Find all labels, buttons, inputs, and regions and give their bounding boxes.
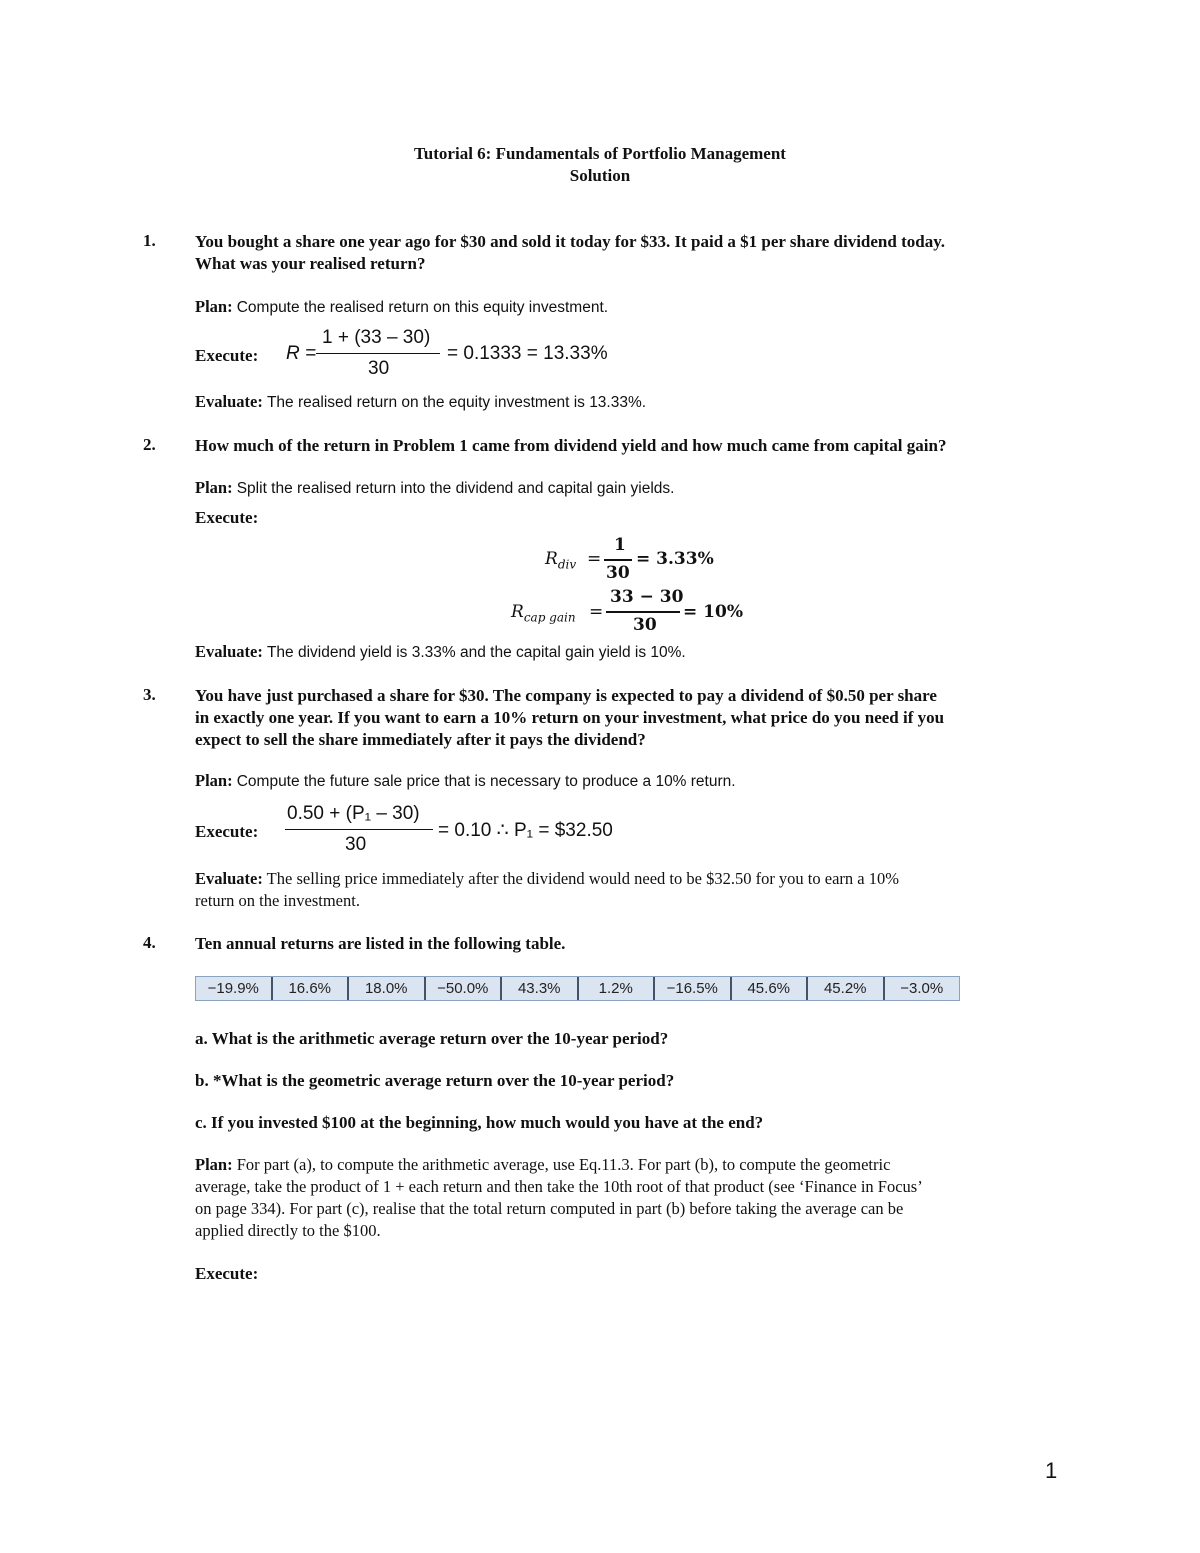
q2-eq1-result: = 3.33% <box>636 549 714 569</box>
q2-evaluate-text: The dividend yield is 3.33% and the capital gain yield is 10%. <box>266 644 686 661</box>
q2-eq2-lhs <box>511 602 576 624</box>
q1-number: 1. <box>143 231 156 250</box>
q1-question-line1: You bought a share one year ago for $30 and sold it today for $33. It paid a $1 per share dividend today. <box>195 232 946 251</box>
q1-plan-text: Compute the realised return on this equity investment. <box>236 299 609 316</box>
q2-plan-text: Split the realised return into the dividend and capital gain yields. <box>236 480 675 497</box>
q4-plan <box>195 1154 1060 1242</box>
q1-execute-label: Execute: <box>195 346 259 365</box>
q2-eq1-denominator: 30 <box>606 563 630 583</box>
q4-execute-label: Execute: <box>195 1264 259 1283</box>
q1-evaluate-label: Evaluate: <box>195 392 263 411</box>
q2-eq2-sub: cap gain <box>523 610 576 625</box>
returns-table <box>195 976 960 1001</box>
q1-plan-label: Plan: <box>195 297 233 316</box>
q3-plan <box>195 771 736 791</box>
q3-question-line3: expect to sell the share immediately after it pays the dividend? <box>195 730 646 749</box>
q1-eq-result: = 0.1333 = 13.33% <box>447 343 608 364</box>
q2-eq2-base: R <box>511 602 524 622</box>
q3-eq-numerator: 0.50 + (P₁ – 30) <box>287 803 420 824</box>
returns-cell: 1.2% <box>579 977 656 1000</box>
q4-part-b: b. *What is the geometric average return over the 10-year period? <box>195 1071 675 1090</box>
returns-cell: 16.6% <box>273 977 350 1000</box>
q3-question-line2: in exactly one year. If you want to earn a 10% return on your investment, what price do you need if you <box>195 708 945 727</box>
q2-eq2-numerator: 33 − 30 <box>610 587 684 607</box>
q1-eq-lhs: R = <box>286 343 317 364</box>
page-number: 1 <box>1045 1458 1058 1483</box>
q3-eq-result: = 0.10 ∴ P₁ = $32.50 <box>438 820 613 841</box>
returns-cell: −16.5% <box>655 977 732 1000</box>
q4-question: Ten annual returns are listed in the following table. <box>195 934 566 953</box>
q3-number: 3. <box>143 685 156 704</box>
q1-fraction-bar <box>316 353 440 354</box>
q2-eq1-numerator: 1 <box>614 535 626 555</box>
q2-evaluate-label: Evaluate: <box>195 642 263 661</box>
q4-plan-line3: on page 334). For part (c), realise that the total return computed in part (b) before taking the average can be <box>195 1199 904 1218</box>
q2-question: How much of the return in Problem 1 came from dividend yield and how much came from capital gain? <box>195 436 947 455</box>
q2-eq2-denominator: 30 <box>633 615 657 635</box>
q4-number: 4. <box>143 933 156 952</box>
q1-evaluate-text: The realised return on the equity investment is 13.33%. <box>266 394 647 411</box>
q3-fraction-bar <box>285 829 433 830</box>
q1-plan <box>195 297 608 317</box>
q3-eq-denominator: 30 <box>345 834 367 855</box>
q3-question-line1: You have just purchased a share for $30. The company is expected to pay a dividend of $0.50 per share <box>195 686 937 705</box>
q3-plan-text: Compute the future sale price that is necessary to produce a 10% return. <box>236 773 736 790</box>
returns-cell: 45.2% <box>808 977 885 1000</box>
q2-eq1-lhs <box>545 549 576 571</box>
q2-number: 2. <box>143 435 156 454</box>
q3-evaluate <box>195 868 1060 912</box>
q4-part-c: c. If you invested $100 at the beginning, how much would you have at the end? <box>195 1113 764 1132</box>
q1-eq-numerator: 1 + (33 – 30) <box>322 327 431 348</box>
q2-plan-label: Plan: <box>195 478 233 497</box>
q2-eq1-equals: = <box>587 549 602 569</box>
returns-cell: 43.3% <box>502 977 579 1000</box>
q3-plan-label: Plan: <box>195 771 233 790</box>
returns-cell: 18.0% <box>349 977 426 1000</box>
q2-eq1-fraction-bar <box>604 559 632 561</box>
returns-cell: −50.0% <box>426 977 503 1000</box>
page-subtitle: Solution <box>569 166 631 185</box>
q3-evaluate-text-line2: return on the investment. <box>195 891 360 910</box>
returns-cell: −19.9% <box>196 977 273 1000</box>
q3-evaluate-label: Evaluate: <box>195 869 263 888</box>
q2-evaluate <box>195 642 686 662</box>
returns-cell: −3.0% <box>900 980 944 997</box>
q3-evaluate-text-line1: The selling price immediately after the dividend would need to be $32.50 for you to earn a 10% <box>266 869 899 888</box>
q2-eq2-fraction-bar <box>606 611 680 613</box>
q3-execute-label: Execute: <box>195 822 259 841</box>
q2-eq2-result: = 10% <box>683 602 743 622</box>
q4-part-a: a. What is the arithmetic average return over the 10-year period? <box>195 1029 669 1048</box>
q4-plan-line4: applied directly to the $100. <box>195 1221 381 1240</box>
page-title: Tutorial 6: Fundamentals of Portfolio Management <box>414 144 786 163</box>
returns-cell: 45.6% <box>732 977 809 1000</box>
q1-evaluate <box>195 392 646 412</box>
q1-eq-denominator: 30 <box>368 358 390 379</box>
q2-eq1-base: R <box>545 549 558 569</box>
q4-plan-line2: average, take the product of 1 + each return and then take the 10th root of that product (see ‘Finance in Focus’ <box>195 1177 923 1196</box>
q4-plan-label: Plan: <box>195 1155 233 1174</box>
q2-plan <box>195 478 674 498</box>
q4-plan-line1: For part (a), to compute the arithmetic average, use Eq.11.3. For part (b), to compute the geometric <box>236 1155 891 1174</box>
q1-question-line2: What was your realised return? <box>195 254 426 273</box>
q2-execute-label: Execute: <box>195 508 259 527</box>
q2-eq1-sub: div <box>557 557 577 572</box>
q3-question <box>195 685 1065 751</box>
q1-question <box>195 231 1065 275</box>
q2-eq2-equals: = <box>589 602 604 622</box>
